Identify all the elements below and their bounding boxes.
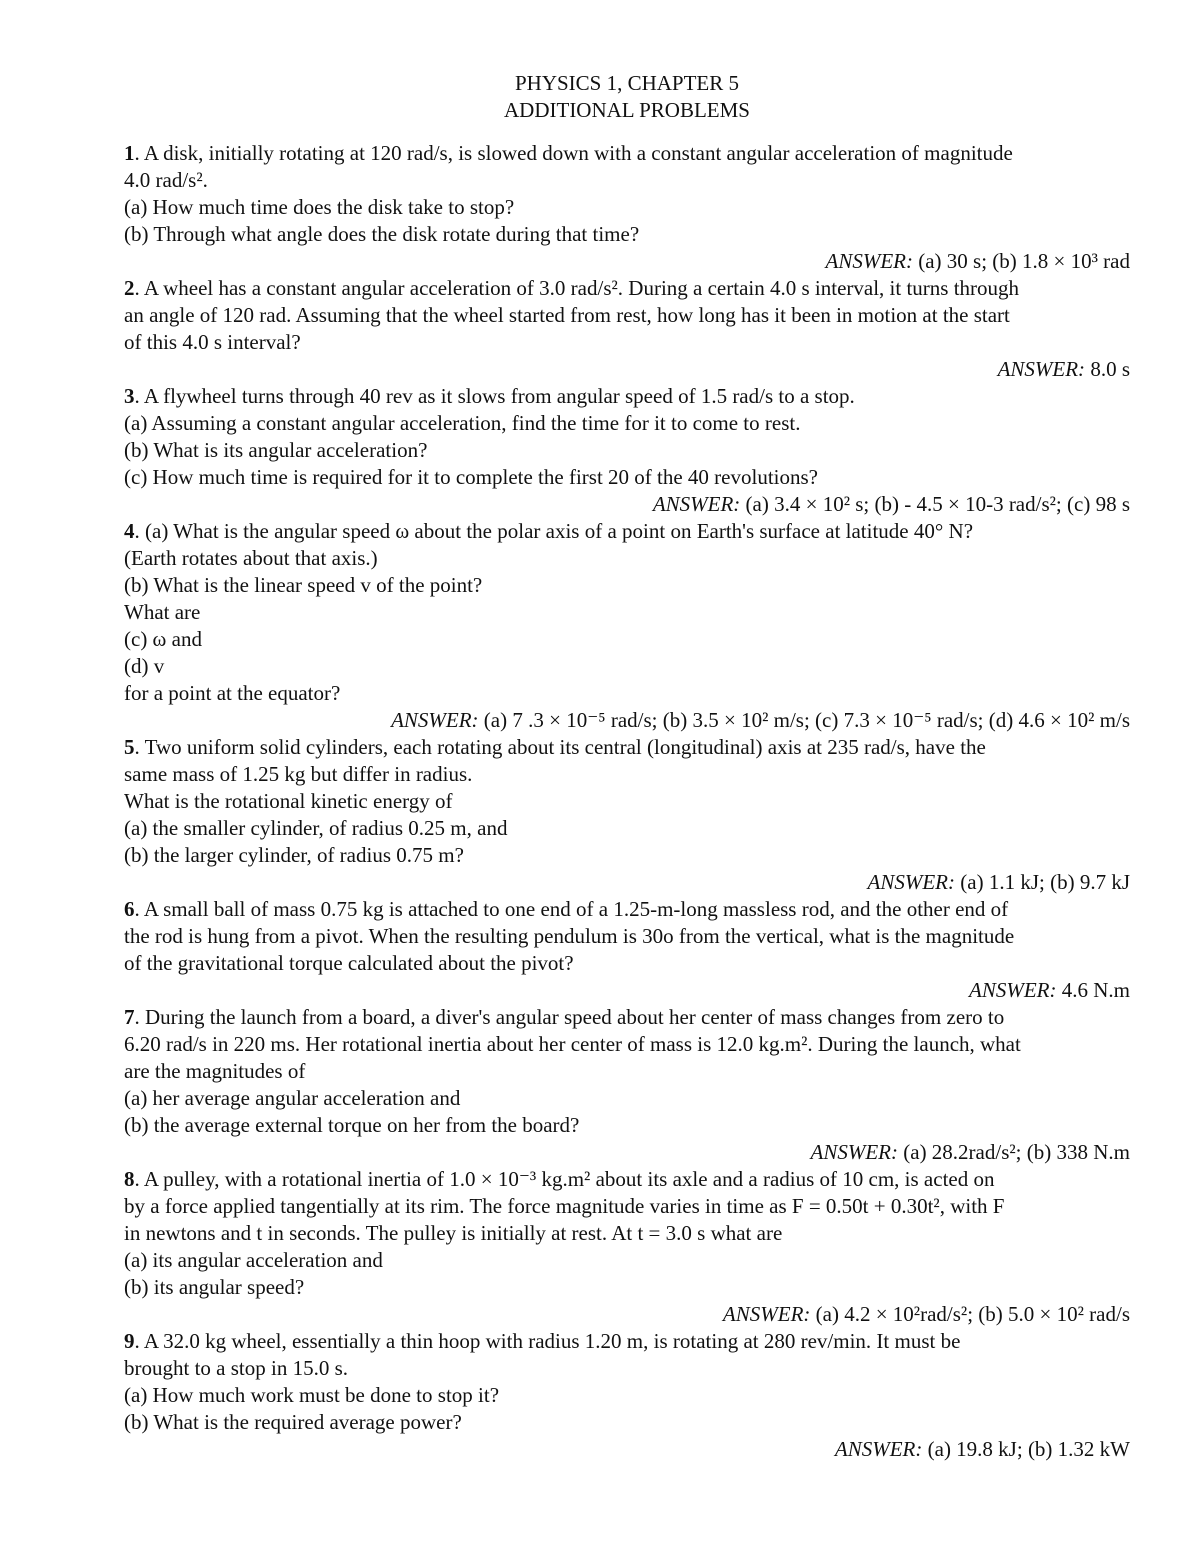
problem-text: . During the launch from a board, a diver's angular speed about her center of mass changes from zero to (134, 1005, 1005, 1029)
problem-text: (b) What is the required average power? (124, 1410, 462, 1434)
problem-number: 7 (124, 1005, 135, 1029)
problem-first-line (124, 140, 1130, 167)
problem-line (124, 464, 1130, 491)
problem-first-line (124, 518, 1130, 545)
answer-value: (a) 3.4 × 10² s; (b) - 4.5 × 10-3 rad/s²; (c) 98 s (745, 492, 1130, 516)
problem-line (124, 1085, 1130, 1112)
problem-item (124, 1004, 1130, 1166)
answer-value: (a) 1.1 kJ; (b) 9.7 kJ (960, 870, 1130, 894)
problem-first-line (124, 734, 1130, 761)
problem-number: 5 (124, 735, 135, 759)
problem-line (124, 1355, 1130, 1382)
problem-line (124, 599, 1130, 626)
problem-text: . Two uniform solid cylinders, each rotating about its central (longitudinal) axis at 235 rad/s, have the (134, 735, 986, 759)
answer-value: (a) 7 .3 × 10⁻⁵ rad/s; (b) 3.5 × 10² m/s; (c) 7.3 × 10⁻⁵ rad/s; (d) 4.6 × 10² m/s (483, 708, 1130, 732)
problem-text: . A wheel has a constant angular acceleration of 3.0 rad/s². During a certain 4.0 s interval, it turns through (134, 276, 1020, 300)
answer-value: (a) 30 s; (b) 1.8 × 10³ rad (918, 249, 1130, 273)
problem-text: (b) What is the linear speed v of the point? (124, 573, 483, 597)
problem-text: (b) the average external torque on her from the board? (124, 1113, 580, 1137)
problem-first-line (124, 1166, 1130, 1193)
problem-item (124, 896, 1130, 1004)
problem-line (124, 680, 1130, 707)
answer-label: ANSWER: (722, 1302, 811, 1326)
problem-number: 9 (124, 1329, 135, 1353)
problem-text: (b) the larger cylinder, of radius 0.75 m? (124, 843, 464, 867)
problem-line (124, 221, 1130, 248)
problem-item (124, 1166, 1130, 1328)
problem-line (124, 572, 1130, 599)
document-header (124, 70, 1130, 124)
problem-list (124, 140, 1130, 1463)
answer-label: ANSWER: (825, 249, 913, 273)
problem-line (124, 1220, 1130, 1247)
problem-line (124, 1247, 1130, 1274)
problem-text: . (a) What is the angular speed ω about the polar axis of a point on Earth's surface at latitude 40° N? (134, 519, 974, 543)
problem-line (124, 1058, 1130, 1085)
answer-line (124, 1301, 1130, 1328)
problem-text: . A 32.0 kg wheel, essentially a thin hoop with radius 1.20 m, is rotating at 280 rev/min. It must be (134, 1329, 961, 1353)
problem-text: same mass of 1.25 kg but differ in radius. (124, 762, 473, 786)
problem-item (124, 275, 1130, 383)
problem-text: . A flywheel turns through 40 rev as it slows from angular speed of 1.5 rad/s to a stop. (134, 384, 855, 408)
problem-line (124, 167, 1130, 194)
problem-text: (b) its angular speed? (124, 1275, 305, 1299)
problem-text: by a force applied tangentially at its rim. The force magnitude varies in time as F = 0.50t + 0.30t², with F (124, 1194, 1005, 1218)
problem-text: (a) How much time does the disk take to stop? (124, 195, 515, 219)
problem-text: (b) Through what angle does the disk rotate during that time? (124, 222, 640, 246)
problem-first-line (124, 896, 1130, 923)
problem-item (124, 140, 1130, 275)
document-title: PHYSICS 1, CHAPTER 5 (514, 71, 740, 95)
answer-line (124, 491, 1130, 518)
answer-label: ANSWER: (834, 1437, 923, 1461)
problem-text: (a) the smaller cylinder, of radius 0.25 m, and (124, 816, 508, 840)
problem-text: What is the rotational kinetic energy of (124, 789, 453, 813)
problem-line (124, 653, 1130, 680)
problem-text: an angle of 120 rad. Assuming that the wheel started from rest, how long has it been in motion at the start (124, 303, 1010, 327)
problem-number: 1 (124, 141, 135, 165)
problem-text: (b) What is its angular acceleration? (124, 438, 428, 462)
problem-line (124, 410, 1130, 437)
problem-line (124, 1193, 1130, 1220)
problem-number: 6 (124, 897, 135, 921)
problem-item (124, 383, 1130, 518)
problem-text: brought to a stop in 15.0 s. (124, 1356, 348, 1380)
problem-number: 2 (124, 276, 135, 300)
problem-text: 6.20 rad/s in 220 ms. Her rotational inertia about her center of mass is 12.0 kg.m². During the launch, what (124, 1032, 1021, 1056)
problem-number: 8 (124, 1167, 135, 1191)
problem-text: (Earth rotates about that axis.) (124, 546, 378, 570)
problem-line (124, 950, 1130, 977)
problem-text: in newtons and t in seconds. The pulley is initially at rest. At t = 3.0 s what are (124, 1221, 783, 1245)
problem-text: (d) v (124, 654, 165, 678)
problem-line (124, 545, 1130, 572)
problem-first-line (124, 1004, 1130, 1031)
problem-text: 4.0 rad/s². (124, 168, 208, 192)
problem-text: . A disk, initially rotating at 120 rad/s, is slowed down with a constant angular acceleration of magnitude (134, 141, 1013, 165)
problem-line (124, 842, 1130, 869)
answer-label: ANSWER: (969, 978, 1057, 1002)
problem-item (124, 734, 1130, 896)
problem-text: for a point at the equator? (124, 681, 341, 705)
problem-text: (c) How much time is required for it to complete the first 20 of the 40 revolutions? (124, 465, 818, 489)
problem-line (124, 626, 1130, 653)
answer-value: 8.0 s (1090, 357, 1130, 381)
problem-line (124, 761, 1130, 788)
problem-text: (c) ω and (124, 627, 202, 651)
problem-line (124, 329, 1130, 356)
answer-line (124, 1139, 1130, 1166)
answer-label: ANSWER: (391, 708, 479, 732)
answer-value: 4.6 N.m (1061, 978, 1130, 1002)
problem-text: (a) How much work must be done to stop it? (124, 1383, 500, 1407)
problem-text: are the magnitudes of (124, 1059, 306, 1083)
answer-line (124, 869, 1130, 896)
problem-number: 4 (124, 519, 135, 543)
problem-line (124, 788, 1130, 815)
answer-value: (a) 4.2 × 10²rad/s²; (b) 5.0 × 10² rad/s (815, 1302, 1130, 1326)
problem-text: . A small ball of mass 0.75 kg is attached to one end of a 1.25-m-long massless rod, and the other end of (134, 897, 1009, 921)
problem-text: (a) her average angular acceleration and (124, 1086, 461, 1110)
problem-text: What are (124, 600, 201, 624)
answer-line (124, 248, 1130, 275)
problem-line (124, 923, 1130, 950)
problem-text: . A pulley, with a rotational inertia of 1.0 × 10⁻³ kg.m² about its axle and a radius of 10 cm, is acted on (134, 1167, 995, 1191)
answer-value: (a) 19.8 kJ; (b) 1.32 kW (927, 1437, 1130, 1461)
answer-line (124, 977, 1130, 1004)
answer-label: ANSWER: (867, 870, 956, 894)
problem-text: (a) its angular acceleration and (124, 1248, 383, 1272)
problem-text: the rod is hung from a pivot. When the resulting pendulum is 30o from the vertical, what is the magnitude (124, 924, 1015, 948)
answer-value: (a) 28.2rad/s²; (b) 338 N.m (903, 1140, 1130, 1164)
problem-line (124, 1031, 1130, 1058)
answer-label: ANSWER: (997, 357, 1086, 381)
answer-label: ANSWER: (810, 1140, 898, 1164)
problem-text: of this 4.0 s interval? (124, 330, 301, 354)
problem-text: of the gravitational torque calculated about the pivot? (124, 951, 574, 975)
problem-line (124, 1112, 1130, 1139)
document-subtitle: ADDITIONAL PROBLEMS (504, 98, 750, 122)
problem-line (124, 815, 1130, 842)
problem-item (124, 518, 1130, 734)
problem-line (124, 1274, 1130, 1301)
problem-first-line (124, 275, 1130, 302)
problem-line (124, 302, 1130, 329)
answer-line (124, 1436, 1130, 1463)
problem-item (124, 1328, 1130, 1463)
problem-line (124, 194, 1130, 221)
problem-line (124, 1409, 1130, 1436)
problem-first-line (124, 1328, 1130, 1355)
answer-line (124, 356, 1130, 383)
answer-label: ANSWER: (652, 492, 741, 516)
problem-text: (a) Assuming a constant angular acceleration, find the time for it to come to rest. (124, 411, 801, 435)
problem-line (124, 1382, 1130, 1409)
answer-line (124, 707, 1130, 734)
problem-first-line (124, 383, 1130, 410)
problem-number: 3 (124, 384, 135, 408)
problem-line (124, 437, 1130, 464)
